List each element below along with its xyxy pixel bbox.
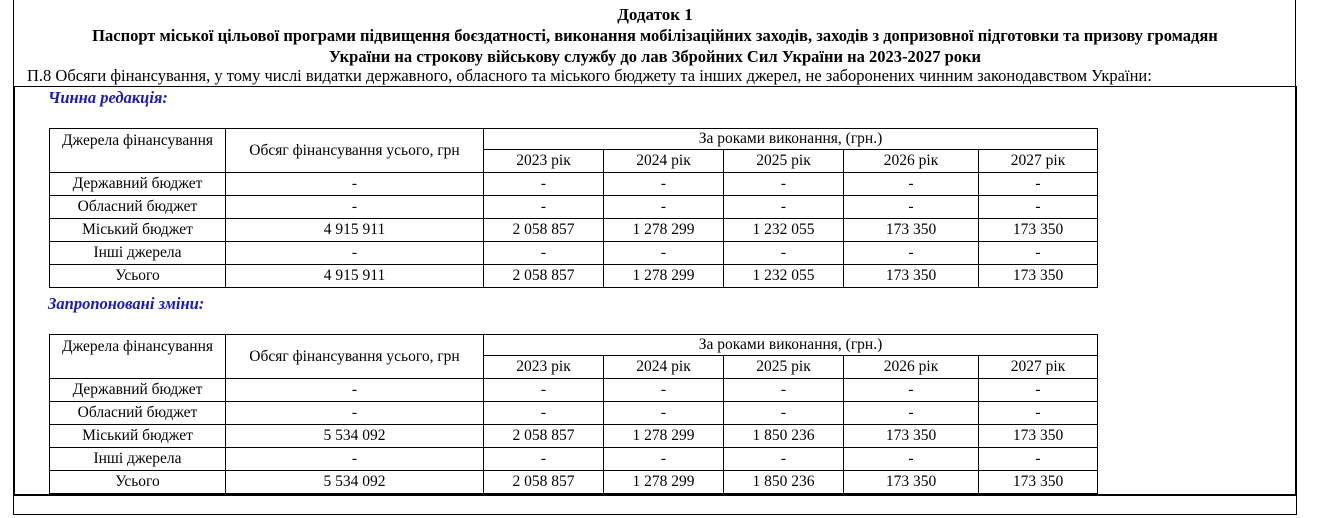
row-value: - [844, 242, 979, 265]
row-value: - [724, 173, 844, 196]
table-row [50, 379, 1098, 402]
row-total: 5 534 092 [226, 471, 484, 494]
row-value: - [844, 196, 979, 219]
row-source: Усього [50, 471, 226, 494]
header-source: Джерела фінансування [50, 129, 226, 173]
row-value: - [724, 402, 844, 425]
frame-inner-left [14, 86, 15, 495]
row-value: 173 350 [844, 471, 979, 494]
table-row [50, 242, 1098, 265]
passport-title-line2: України на строкову військову службу до лав Збройних Сил України на 2023-2027 роки [328, 47, 982, 66]
table-row-total [50, 265, 1098, 288]
row-value: - [844, 448, 979, 471]
row-value: - [979, 379, 1098, 402]
header-years: За роками виконання, (грн.) [484, 335, 1098, 356]
row-value: 2 058 857 [484, 425, 604, 448]
row-value: 2 058 857 [484, 219, 604, 242]
row-value: - [604, 173, 724, 196]
row-value: 1 278 299 [604, 471, 724, 494]
year-header: 2026 рік [844, 356, 979, 379]
row-value: - [979, 402, 1098, 425]
financing-note: П.8 Обсяги фінансування, у тому числі видатки державного, обласного та міського бюджету та інших джерел, не заборонених чинним законодавством України: [27, 66, 1152, 85]
header-total: Обсяг фінансування усього, грн [226, 335, 484, 379]
row-total: - [226, 242, 484, 265]
year-header: 2025 рік [724, 356, 844, 379]
divider-line [13, 86, 1297, 87]
row-value: - [604, 196, 724, 219]
row-value: 1 278 299 [604, 425, 724, 448]
row-source: Обласний бюджет [50, 402, 226, 425]
row-value: - [484, 242, 604, 265]
row-value: - [844, 173, 979, 196]
row-value: 1 278 299 [604, 219, 724, 242]
row-source: Обласний бюджет [50, 196, 226, 219]
row-value: - [484, 173, 604, 196]
row-value: - [979, 242, 1098, 265]
frame-inner-right [1296, 86, 1297, 495]
row-total: 5 534 092 [226, 425, 484, 448]
row-value: - [724, 448, 844, 471]
row-value: 173 350 [979, 265, 1098, 288]
row-value: 2 058 857 [484, 471, 604, 494]
appendix-title: Додаток 1 [617, 5, 693, 24]
row-value: - [604, 448, 724, 471]
row-total: 4 915 911 [226, 265, 484, 288]
section-title-proposed: Запропоновані зміни: [48, 294, 205, 313]
row-value: 173 350 [844, 425, 979, 448]
section-title-current: Чинна редакція: [48, 88, 168, 107]
row-value: 1 850 236 [724, 425, 844, 448]
table-row [50, 219, 1098, 242]
row-value: - [724, 242, 844, 265]
row-value: - [484, 379, 604, 402]
row-value: - [979, 448, 1098, 471]
table-row [50, 173, 1098, 196]
year-header: 2027 рік [979, 150, 1098, 173]
row-value: - [484, 448, 604, 471]
header-source: Джерела фінансування [50, 335, 226, 379]
row-value: 173 350 [979, 219, 1098, 242]
row-source: Державний бюджет [50, 173, 226, 196]
financing-table-proposed [49, 334, 1098, 494]
year-header: 2025 рік [724, 150, 844, 173]
row-total: - [226, 448, 484, 471]
year-header: 2024 рік [604, 150, 724, 173]
row-value: - [604, 242, 724, 265]
financing-table-current [49, 128, 1098, 288]
row-value: - [604, 379, 724, 402]
row-source: Державний бюджет [50, 379, 226, 402]
row-source: Інші джерела [50, 242, 226, 265]
year-header: 2023 рік [484, 356, 604, 379]
row-value: 173 350 [979, 425, 1098, 448]
table-row [50, 196, 1098, 219]
row-value: 173 350 [844, 265, 979, 288]
header-total: Обсяг фінансування усього, грн [226, 129, 484, 173]
year-header: 2024 рік [604, 356, 724, 379]
row-source: Інші джерела [50, 448, 226, 471]
table-row-total [50, 471, 1098, 494]
table-row [50, 402, 1098, 425]
row-total: - [226, 196, 484, 219]
row-total: - [226, 379, 484, 402]
row-total: 4 915 911 [226, 219, 484, 242]
row-source: Міський бюджет [50, 425, 226, 448]
row-total: - [226, 402, 484, 425]
table-row [50, 425, 1098, 448]
row-value: - [604, 402, 724, 425]
header-years: За роками виконання, (грн.) [484, 129, 1098, 150]
row-value: 1 232 055 [724, 219, 844, 242]
row-value: 173 350 [979, 471, 1098, 494]
row-source: Міський бюджет [50, 219, 226, 242]
row-value: - [724, 379, 844, 402]
passport-title-line1: Паспорт міської цільової програми підвищення боєздатності, виконання мобілізаційних заходів, заходів з допризовної підготовки та призову громадян [92, 26, 1218, 45]
row-value: - [724, 196, 844, 219]
row-value: - [979, 196, 1098, 219]
year-header: 2026 рік [844, 150, 979, 173]
row-value: - [844, 402, 979, 425]
year-header: 2023 рік [484, 150, 604, 173]
row-value: - [484, 196, 604, 219]
row-value: - [844, 379, 979, 402]
row-value: 173 350 [844, 219, 979, 242]
row-value: - [484, 402, 604, 425]
row-value: 2 058 857 [484, 265, 604, 288]
row-value: - [979, 173, 1098, 196]
row-source: Усього [50, 265, 226, 288]
bottom-box [13, 495, 1297, 515]
row-total: - [226, 173, 484, 196]
row-value: 1 232 055 [724, 265, 844, 288]
year-header: 2027 рік [979, 356, 1098, 379]
table-row [50, 448, 1098, 471]
row-value: 1 850 236 [724, 471, 844, 494]
row-value: 1 278 299 [604, 265, 724, 288]
